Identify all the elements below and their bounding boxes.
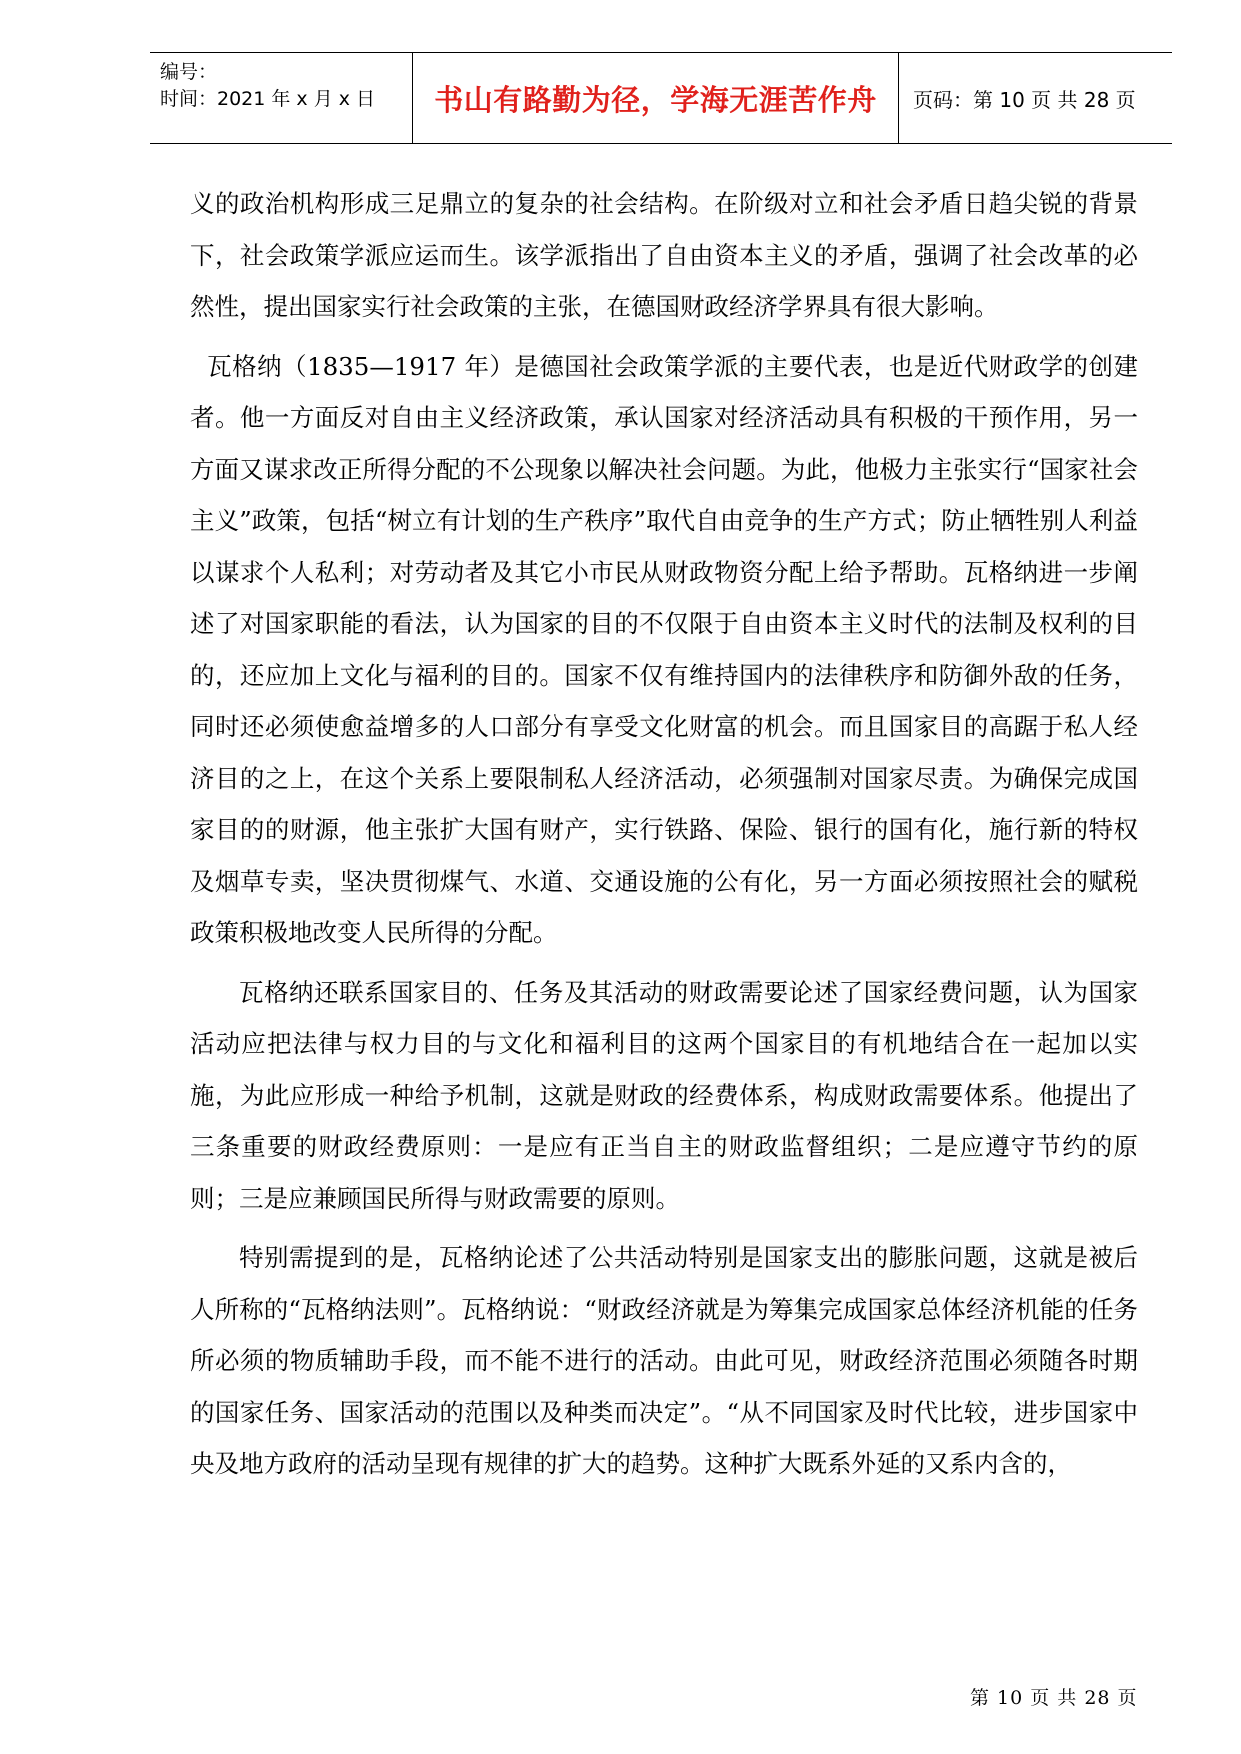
paragraph-wagner-law: 特别需提到的是，瓦格纳论述了公共活动特别是国家支出的膨胀问题，这就是被后人所称的“瓦格纳法则”。瓦格纳说：“财政经济就是为筹集完成国家总体经济机能的任务所必须的物质辅助手段，而不能不进行的活动。由此可见，财政经济范围必须随各时期的国家任务、国家活动的范围以及种类而决定”。“从不同国家及时代比较，进步国家中央及地方政府的活动呈现有规律的扩大的趋势。这种扩大既系外延的又系内含的，	[190, 1243, 1138, 1478]
paragraph-wagner-intro: 瓦格纳（1835—1917 年）是德国社会政策学派的主要代表，也是近代财政学的创建者。他一方面反对自由主义经济政策，承认国家对经济活动具有积极的干预作用，另一方面又谋求改正所得分配的不公现象以解决社会问题。为此，他极力主张实行“国家社会主义”政策，包括“树立有计划的生产秩序”取代自由竞争的生产方式；防止牺牲别人利益以谋求个人私利；对劳动者及其它小市民从财政物资分配上给予帮助。瓦格纳进一步阐述了对国家职能的看法，认为国家的目的不仅限于自由资本主义时代的法制及权利的目的，还应加上文化与福利的目的。国家不仅有维持国内的法律秩序和防御外敌的任务，同时还必须使愈益增多的人口部分有享受文化财富的机会。而且国家目的高踞于私人经济目的之上，在这个关系上要限制私人经济活动，必须强制对国家尽责。为确保完成国家目的的财源，他主张扩大国有财产，实行铁路、保险、银行的国有化，施行新的特权及烟草专卖，坚决贯彻煤气、水道、交通设施的公有化，另一方面必须按照社会的赋税政策积极地改变人民所得的分配。	[190, 351, 1138, 947]
header-info-cell	[150, 53, 413, 143]
page-header	[150, 52, 1172, 144]
document-number-label: 编号：	[160, 61, 218, 83]
header-page-cell	[899, 53, 1172, 143]
header-motto: 书山有路勤为径，学海无涯苦作舟	[434, 82, 877, 117]
document-time-label: 时间：2021 年 x 月 x 日	[160, 88, 376, 110]
page-footer: 第 10 页 共 28 页	[970, 1687, 1138, 1709]
document-body	[190, 178, 1138, 1490]
paragraph-continued: 义的政治机构形成三足鼎立的复杂的社会结构。在阶级对立和社会矛盾日趋尖锐的背景下，社会政策学派应运而生。该学派指出了自由资本主义的矛盾，强调了社会改革的必然性，提出国家实行社会政策的主张，在德国财政经济学界具有很大影响。	[190, 189, 1138, 321]
header-motto-cell	[413, 53, 899, 143]
header-page-number: 页码：第 10 页 共 28 页	[913, 87, 1136, 112]
paragraph-expenditure-principles: 瓦格纳还联系国家目的、任务及其活动的财政需要论述了国家经费问题，认为国家活动应把法律与权力目的与文化和福利目的这两个国家目的有机地结合在一起加以实施，为此应形成一种给予机制，这就是财政的经费体系，构成财政需要体系。他提出了三条重要的财政经费原则：一是应有正当自主的财政监督组织；二是应遵守节约的原则；三是应兼顾国民所得与财政需要的原则。	[190, 977, 1138, 1213]
